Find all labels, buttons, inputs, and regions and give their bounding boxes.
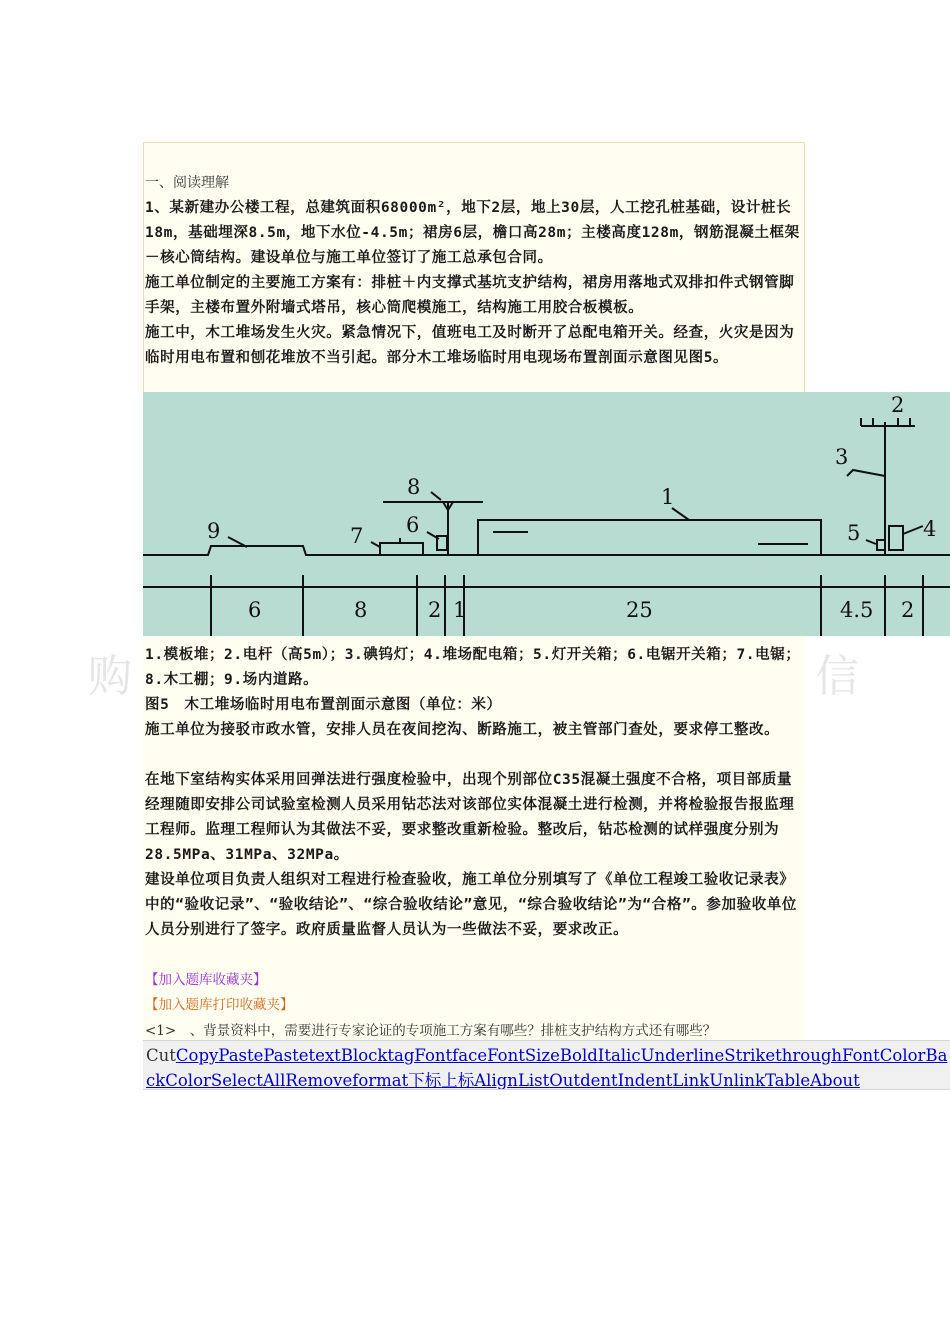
label-6: 6 [406,513,420,537]
toolbar-item-cut[interactable]: Cut [146,1046,176,1065]
watermark-left: 购 [88,651,132,702]
add-print-favorites-link[interactable]: 【加入题库打印收藏夹】 [145,997,294,1013]
label-9: 9 [207,519,221,543]
add-favorites-link[interactable]: 【加入题库收藏夹】 [145,972,267,988]
toolbar-item-italic[interactable]: Italic [597,1046,641,1065]
paragraph-intro: 1、某新建办公楼工程，总建筑面积68000m²，地下2层，地上30层，人工挖孔桩基础，设计桩长18m，基础埋深8.5m，地下水位-4.5m；裙房6层，檐口高28m；主楼高度128m，钢筋混凝土框架－核心筒结构。建设单位与施工单位签订了施工总承包合同。 [145,200,800,266]
toolbar-item-paste[interactable]: Paste [218,1046,264,1065]
toolbar-item-align[interactable]: Align [474,1071,518,1090]
toolbar-item-link[interactable]: Link [672,1071,710,1090]
toolbar-item-blocktag[interactable]: Blocktag [340,1046,415,1065]
toolbar-item-pastetext[interactable]: Pastetext [263,1046,341,1065]
toolbar-item-strikethrough[interactable]: Strikethrough [724,1046,843,1065]
toolbar-item-unlink[interactable]: Unlink [709,1071,765,1090]
question-1: <1> 、背景资料中，需要进行专家论证的专项施工方案有哪些？排桩支护结构方式还有哪些？ [145,1023,717,1039]
toolbar-item-list[interactable]: List [517,1071,550,1090]
toolbar-item-indent[interactable]: Indent [617,1071,673,1090]
label-8: 8 [407,475,421,499]
toolbar-item-copy[interactable]: Copy [175,1046,219,1065]
label-1: 1 [661,485,675,509]
toolbar-item-table[interactable]: Table [764,1071,811,1090]
site-layout-diagram [143,392,950,636]
toolbar-item-fontcolor[interactable]: FontColor [842,1046,926,1065]
paragraph-concrete-test: 在地下室结构实体采用回弹法进行强度检验中，出现个别部位C35混凝土强度不合格，项目部质量经理随即安排公司试验室检测人员采用钻芯法对该部位实体混凝土进行检测，并将检验报告报监理工程师。监理工程师认为其做法不妥，要求整改重新检验。整改后，钻芯检测的试样强度分别为28.5MPa、31MPa、32MPa。 [145,772,795,863]
diagram-background [143,392,950,636]
dimension-6: 6 [248,598,262,622]
label-3: 3 [835,445,849,469]
dimension-4-5: 4.5 [840,598,874,622]
label-2: 2 [891,393,905,417]
label-7: 7 [350,524,364,548]
toolbar-item-superscript[interactable]: 上标 [441,1071,475,1090]
dimension-1: 1 [453,598,467,622]
toolbar-item-fontface[interactable]: Fontface [414,1046,488,1065]
dimension-2-right: 2 [901,598,915,622]
figure-caption: 图5 木工堆场临时用电布置剖面示意图（单位：米） [145,697,502,713]
dimension-8: 8 [354,598,368,622]
toolbar-item-subscript[interactable]: 下标 [408,1071,442,1090]
dimension-2-left: 2 [428,598,442,622]
toolbar-item-about[interactable]: About [810,1071,860,1090]
toolbar-item-fontsize[interactable]: FontSize [487,1046,560,1065]
paragraph-acceptance: 建设单位项目负责人组织对工程进行检查验收，施工单位分别填写了《单位工程竣工验收记录表》中的“验收记录”、“验收结论”、“综合验收结论”意见，“综合验收结论”为“合格”。参加验收单位人员分别进行了签字。政府质量监督人员认为一些做法不妥，要求改正。 [145,872,797,938]
toolbar-item-outdent[interactable]: Outdent [549,1071,618,1090]
toolbar-item-underline[interactable]: Underline [640,1046,725,1065]
toolbar-item-bold[interactable]: Bold [559,1046,598,1065]
paragraph-water-pipe: 施工单位为接驳市政水管，安排人员在夜间挖沟、断路施工，被主管部门查处，要求停工整改。 [145,722,780,738]
watermark-right: 信 [815,651,859,702]
label-4: 4 [923,517,937,541]
label-5: 5 [847,521,861,545]
toolbar-item-backcolor[interactable]: BackColor [146,1046,948,1090]
section-heading: 一、阅读理解 [145,175,229,191]
paragraph-fire: 施工中，木工堆场发生火灾。紧急情况下，值班电工及时断开了总配电箱开关。经查，火灾是因为临时用电布置和刨花堆放不当引起。部分木工堆场临时用电现场布置剖面示意图见图5。 [145,325,795,366]
toolbar-item-removeformat[interactable]: Removeformat [285,1071,409,1090]
dimension-25: 25 [626,598,653,622]
paragraph-plan: 施工单位制定的主要施工方案有：排桩＋内支撑式基坑支护结构，裙房用落地式双排扣件式钢管脚手架，主楼布置外附墙式塔吊，核心筒爬模施工，结构施工用胶合板模板。 [145,275,795,316]
figure-legend: 1.模板堆；2.电杆（高5m）；3.碘钨灯；4.堆场配电箱；5.灯开关箱；6.电锯开关箱；7.电锯；8.木工棚；9.场内道路。 [145,647,801,688]
toolbar-item-selectall[interactable]: SelectAll [210,1071,286,1090]
editor-toolbar [143,1040,950,1090]
